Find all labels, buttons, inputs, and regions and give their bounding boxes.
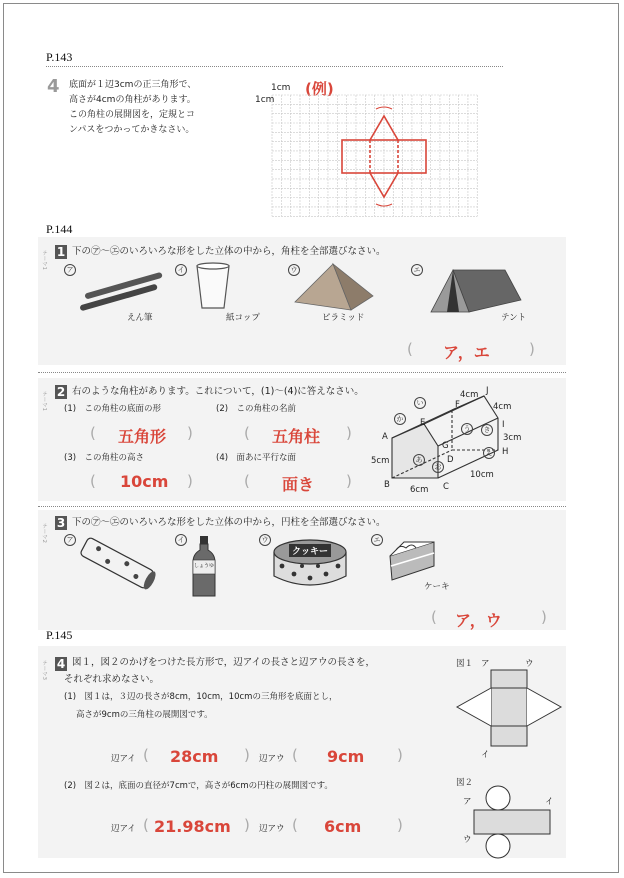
face-ki: き (481, 424, 493, 436)
q4-number: 4 (56, 657, 66, 671)
q1-mark-u: ウ (288, 264, 300, 276)
q1-name-e: テント (501, 313, 527, 323)
page-label-144: P.144 (46, 222, 73, 236)
pencils-image (70, 272, 170, 318)
paper-cup-image (193, 262, 233, 310)
cylinder-net (470, 784, 554, 860)
fig2-u: ウ (463, 835, 472, 845)
q143-line: 高さが4cmの角柱があります。 (69, 95, 196, 105)
q2-answer3: 10cm (120, 472, 169, 491)
q3-text: 下の㋐～㋓のいろいろな形をした立体の中から，円柱を全部選びなさい。 (72, 517, 386, 528)
edge-au-label-1: 辺アウ (259, 754, 285, 764)
fig1-i: イ (481, 750, 490, 760)
q4-part2: (2) 図２は，底面の直径が7cmで，高さが6cmの円柱の展開図です。 (64, 781, 333, 791)
fig2-label: 図２ (456, 778, 474, 788)
q3-mark-a: ア (64, 534, 76, 546)
q3-name-e: ケーキ (424, 582, 450, 592)
edge-au-label-2: 辺アウ (259, 824, 285, 834)
fig1-label: 図１ (456, 659, 474, 669)
edge-ai-label-2: 辺アイ (111, 824, 136, 834)
vertex-a: A (382, 432, 388, 442)
edge-ai-label-1: 辺アイ (111, 754, 136, 764)
q2-text: 右のような角柱があります。これについて，(1)～(4)に答えなさい。 (72, 386, 364, 397)
q1-name-a: えん筆 (127, 313, 153, 323)
q3-mark-e: エ (371, 534, 383, 546)
vertex-e: E (420, 418, 426, 428)
bottle-label: しょうゆ (194, 563, 215, 569)
q3-mark-u: ウ (259, 534, 271, 546)
q143-text (69, 78, 196, 138)
q4-part1-a: (1) 図１は，３辺の長さが8cm，10cm，10cmの三角形を底面とし， (64, 692, 338, 702)
q2-answer2: 五角柱 (272, 427, 321, 446)
q4-part1-b: 高さが9cmの三角柱の展開図です。 (76, 710, 213, 720)
vertex-b: B (384, 480, 390, 490)
q2-part2-label: (2) この角柱の名前 (216, 404, 297, 414)
vertex-j: J (486, 386, 489, 396)
theme-tag: テーマ2 (41, 523, 47, 543)
q2-answer4: 面き (282, 475, 315, 494)
dim-right: 4cm (493, 402, 512, 412)
q1-number: 1 (56, 245, 66, 259)
dim-height: 5cm (371, 456, 390, 466)
q1-mark-i: イ (175, 264, 187, 276)
dim-side: 3cm (503, 433, 522, 443)
q143-line: この角柱の展開図を，定規とコ (69, 110, 196, 120)
grid-unit-y: 1cm (255, 95, 275, 105)
vertex-g: G (442, 441, 449, 451)
q2-number: 2 (56, 385, 66, 399)
snack-tube-image (74, 535, 160, 591)
face-i: い (414, 397, 426, 409)
cookie-label: クッキー (289, 544, 331, 557)
face-u: う (461, 423, 473, 435)
q4-ans1-ai: 28cm (170, 747, 219, 766)
q1-answer: ア，エ (443, 343, 490, 362)
fig2-i: イ (545, 797, 554, 807)
q4-text-1: 図１，図２のかげをつけた長方形で，辺アイの長さと辺アウの長さを， (72, 657, 375, 668)
theme-tag: テーマ1 (41, 391, 47, 411)
pyramid-image (293, 262, 375, 312)
vertex-c: C (443, 482, 449, 492)
q143-line: ンパスをつかってかきなさい。 (69, 125, 195, 135)
face-e: え (483, 447, 495, 459)
fig2-a: ア (463, 797, 472, 807)
q4-text-2: それぞれ求めなさい。 (64, 674, 160, 685)
dim-top: 4cm (460, 390, 479, 400)
vertex-f: F (455, 400, 460, 410)
q1-mark-a: ア (64, 264, 76, 276)
q1-mark-e: エ (411, 264, 423, 276)
q2-part3-label: (3) この角柱の高さ (64, 453, 145, 463)
vertex-i: I (502, 420, 505, 430)
q143-line: 底面が１辺3cmの正三角形で、 (69, 80, 197, 90)
theme-tag: テーマ1 (41, 250, 47, 270)
net-grid-figure (270, 93, 480, 221)
face-ka: か (394, 413, 406, 425)
q4-ans2-ai: 21.98cm (154, 817, 231, 836)
q2-part1-label: (1) この角柱の底面の形 (64, 404, 162, 414)
q2-answer1: 五角形 (118, 427, 167, 446)
vertex-d: D (447, 455, 454, 465)
page-label-145: P.145 (46, 628, 73, 642)
q1-text: 下の㋐～㋓のいろいろな形をした立体の中から，角柱を全部選びなさい。 (72, 246, 386, 257)
theme-tag: テーマ3 (41, 660, 47, 680)
fig1-u: ウ (525, 659, 534, 669)
divider (38, 506, 566, 507)
fig1-a: ア (481, 659, 490, 669)
page-label-143: P.143 (46, 50, 73, 64)
triangular-prism-net (455, 668, 565, 750)
q1-name-u: ピラミッド (322, 313, 365, 323)
cake-image (386, 536, 438, 584)
example-label: (例) (305, 80, 334, 98)
face-o: お (432, 461, 444, 473)
q143-number: 4 (47, 76, 60, 97)
tent-image (427, 266, 523, 316)
dim-length: 10cm (470, 470, 494, 480)
q3-number: 3 (56, 516, 66, 530)
face-a: あ (413, 454, 425, 466)
q3-mark-i: イ (175, 534, 187, 546)
q4-ans2-au: 6cm (324, 817, 362, 836)
q4-ans1-au: 9cm (327, 747, 365, 766)
dim-base: 6cm (410, 485, 429, 495)
divider (38, 372, 566, 373)
divider (46, 66, 503, 67)
q3-answer: ア，ウ (455, 611, 502, 630)
grid-unit-x: 1cm (271, 83, 291, 93)
vertex-h: H (502, 447, 509, 457)
q2-part4-label: (4) 面あに平行な面 (216, 453, 297, 463)
q1-name-i: 紙コップ (226, 313, 260, 323)
